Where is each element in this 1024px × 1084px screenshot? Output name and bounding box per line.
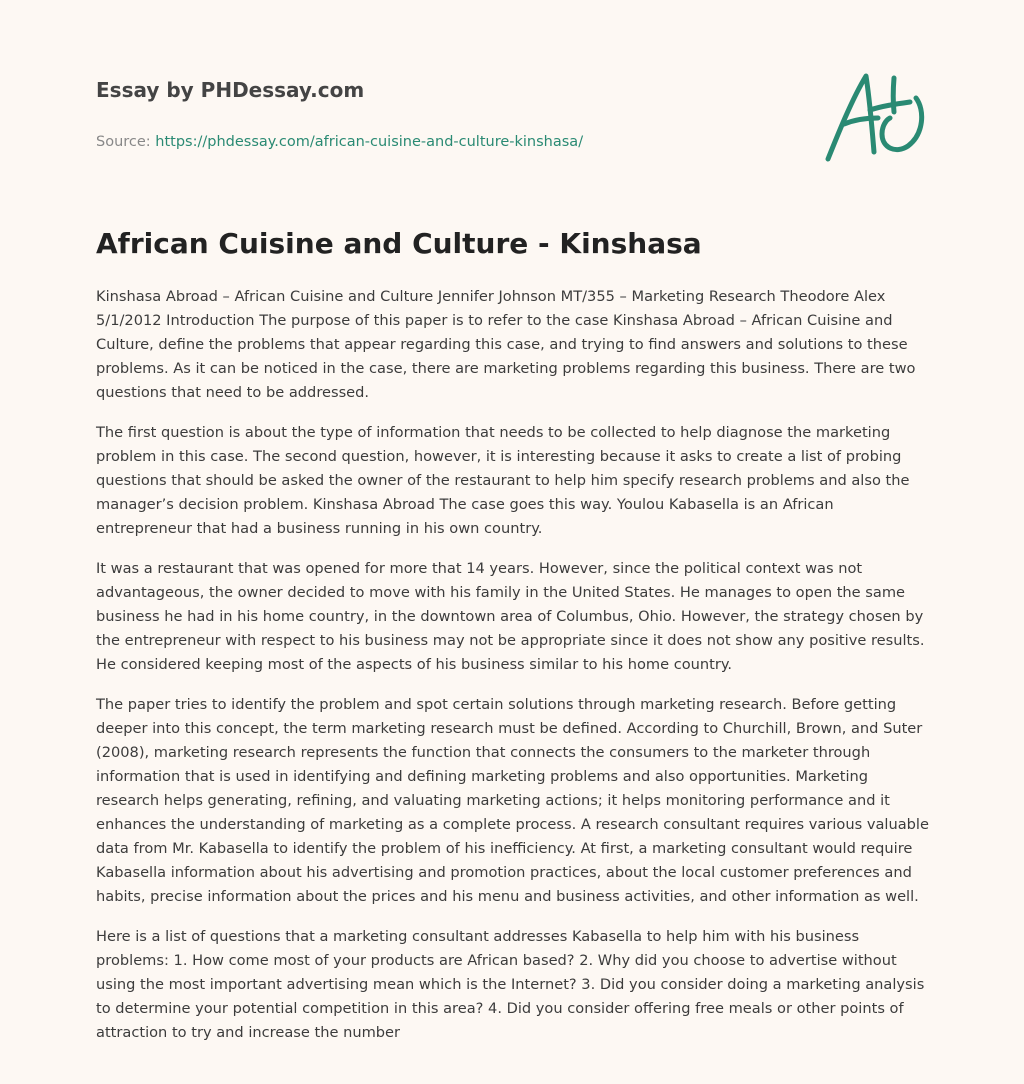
essay-paragraph: The first question is about the type of information that needs to be collected to help diagnose the marketing problem in this case. The second question, however, it is interesting because it asks to create a list of probing questions that should be asked the owner of the restaurant to help him specify research problems and also the manager’s decision problem. Kinshasa Abroad The case goes this way. Youlou Kabasella is an African entrepreneur that had a business running in his own country. [96,424,910,537]
essay-body [96,285,930,1061]
essay-paragraph: It was a restaurant that was opened for more that 14 years. However, since the political context was not advantageous, the owner decided to move with his family in the United States. He manages to open the same business he had in his home country, in the downtown area of Columbus, Ohio. However, the strategy chosen by the entrepreneur with respect to his business may not be appropriate since it does not show any positive results. He considered keeping most of the aspects of his business similar to his home country. [96,560,925,673]
source-link[interactable]: https://phdessay.com/african-cuisine-and-culture-kinshasa/ [155,134,584,150]
essay-title: African Cuisine and Culture - Kinshasa [96,227,702,260]
source-line [96,132,796,152]
essay-paragraph: The paper tries to identify the problem and spot certain solutions through marketing research. Before getting deeper into this concept, the term marketing research must be defined. According to Churchill, Brown, and Suter (2008), marketing research represents the function that connects the consumers to the marketer through information that is used in identifying and defining marketing problems and also opportunities. Marketing research helps generating, refining, and valuating marketing actions; it helps monitoring performance and it enhances the understanding of marketing as a complete process. A research consultant requires various valuable data from Mr. Kabasella to identify the problem of his inefficiency. At first, a marketing consultant would require Kabasella information about his advertising and promotion practices, about the local customer preferences and habits, precise information about the prices and his menu and business activities, and other information as well. [96,696,929,905]
page-header [96,76,796,152]
essay-paragraph: Kinshasa Abroad – African Cuisine and Culture Jennifer Johnson MT/355 – Marketing Research Theodore Alex 5/1/2012 Introduction The purpose of this paper is to refer to the case Kinshasa Abroad – African Cuisine and Culture, define the problems that appear regarding this case, and trying to find answers and solutions to these problems. As it can be noticed in the case, there are marketing problems regarding this business. There are two questions that need to be addressed. [96,288,916,401]
source-label: Source: [96,134,151,150]
a-plus-grade-logo-icon [822,64,930,164]
site-title: Essay by PHDessay.com [96,78,365,102]
essay-paragraph: Here is a list of questions that a marketing consultant addresses Kabasella to help him with his business problems: 1. How come most of your products are African based? 2. Why did you choose to advertise without using the most important advertising mean which is the Internet? 3. Did you consider doing a marketing analysis to determine your potential competition in this area? 4. Did you consider offering free meals or other points of attraction to try and increase the number [96,928,925,1041]
